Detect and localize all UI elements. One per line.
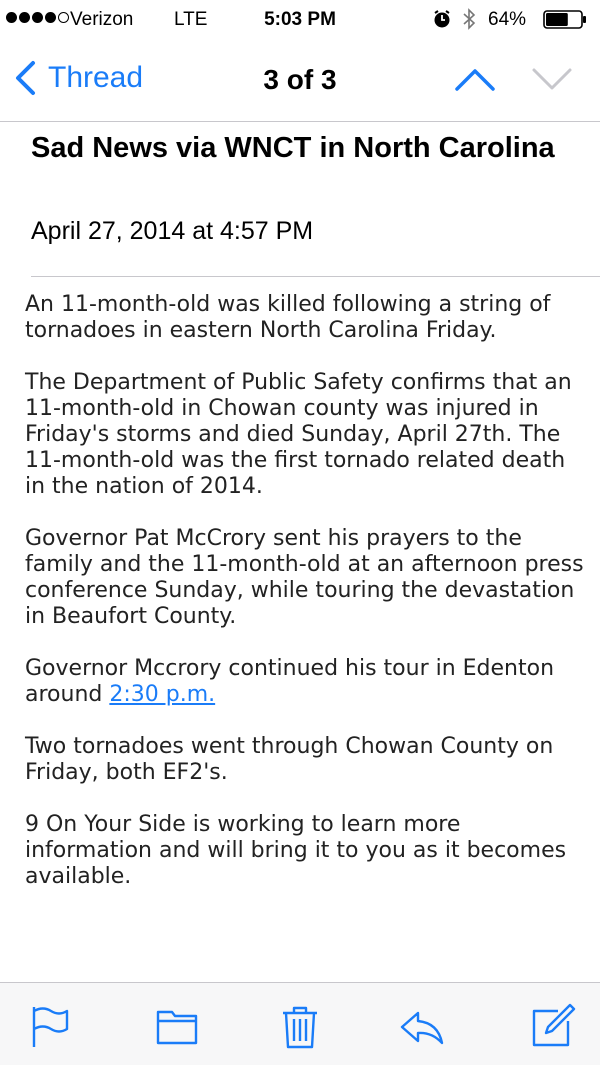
next-message-button[interactable] [531, 66, 573, 92]
body-text: Governor Mccrory continued his tour in Edenton around [25, 656, 555, 707]
carrier-name: Verizon [70, 9, 134, 30]
navigation-bar [0, 40, 600, 122]
body-paragraph: An 11-month-old was killed following a string of tornadoes in eastern North Carolina Friday. [25, 292, 551, 343]
trash-icon[interactable] [277, 1003, 323, 1049]
bottom-toolbar [0, 982, 600, 1065]
message-body [25, 292, 590, 916]
folder-icon[interactable] [154, 1003, 200, 1049]
reply-icon[interactable] [398, 1003, 444, 1049]
message-subject: Sad News via WNCT in North Carolina [31, 132, 555, 164]
flag-icon[interactable] [27, 1003, 73, 1049]
body-paragraph: 9 On Your Side is working to learn more information and will bring it to you as it becomes available. [25, 812, 567, 889]
message-position: 3 of 3 [263, 64, 337, 95]
chevron-up-icon [454, 66, 496, 92]
back-button-label: Thread [48, 61, 144, 94]
status-bar [0, 0, 600, 40]
time-link[interactable]: 2:30 p.m. [109, 682, 216, 707]
body-paragraph: Governor Pat McCrory sent his prayers to the family and the 11-month-old at an afternoon press conference Sunday, while touring the devastation in Beaufort County. [25, 526, 584, 629]
body-paragraph: Two tornadoes went through Chowan County on Friday, both EF2's. [25, 734, 554, 785]
chevron-down-icon [531, 66, 573, 92]
bluetooth-icon [462, 8, 476, 30]
previous-message-button[interactable] [454, 66, 496, 92]
alarm-icon [432, 9, 452, 29]
battery-icon [543, 10, 587, 29]
header-divider [31, 276, 600, 277]
clock: 5:03 PM [264, 9, 336, 30]
body-paragraph-with-link [25, 656, 590, 708]
message-date: April 27, 2014 at 4:57 PM [31, 217, 314, 245]
network-type: LTE [174, 9, 208, 30]
body-paragraph: The Department of Public Safety confirms that an 11-month-old in Chowan county was injured in Friday's storms and died Sunday, April 27th. The 11-month-old was the first tornado related death in the nation of 2014. [25, 370, 572, 499]
compose-icon[interactable] [530, 1003, 576, 1049]
battery-percent: 64% [488, 9, 527, 30]
